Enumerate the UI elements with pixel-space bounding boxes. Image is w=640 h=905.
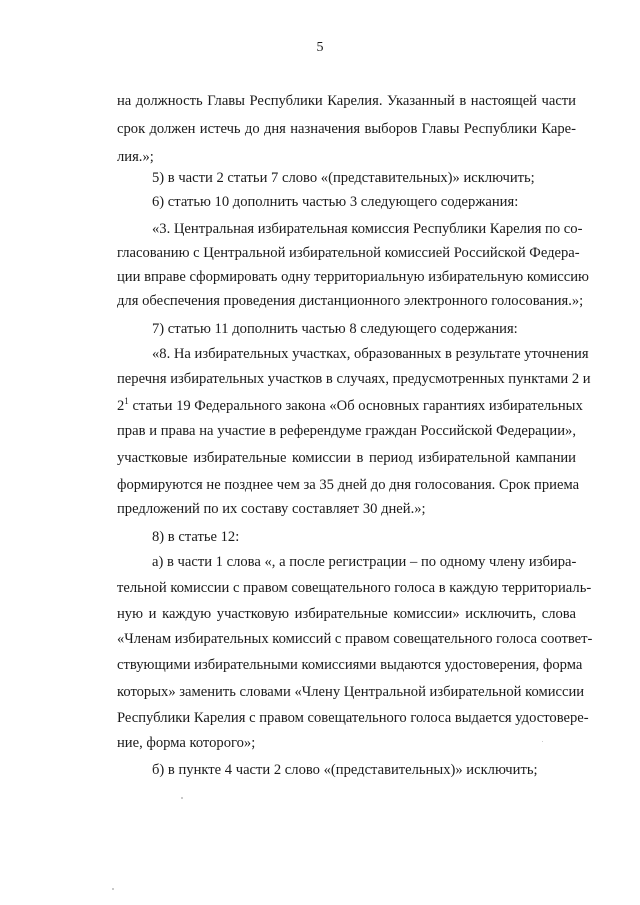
scan-speck [181,797,183,799]
text-line: участковые избирательные комиссии в период избирательной кампании [117,450,576,466]
text-line: ную и каждую участковую избирательные комиссии» исключить, слова [117,606,576,622]
text-line: прав и права на участие в референдуме граждан Российской Федерации», [117,423,576,439]
text-line: «8. На избирательных участках, образованных в результате уточнения [152,346,589,362]
scan-speck [542,741,543,742]
text-line: 7) статью 11 дополнить частью 8 следующего содержания: [152,321,518,337]
text-line: ствующими избирательными комиссиями выдаются удостоверения, форма [117,657,583,673]
text-line: 6) статью 10 дополнить частью 3 следующего содержания: [152,194,519,210]
text-line-start: 2 [117,398,125,414]
text-line: предложений по их составу составляет 30 дней.»; [117,501,426,517]
text-line [117,396,583,415]
text-line: срок должен истечь до дня назначения выборов Главы Республики Каре- [117,121,576,137]
text-line: лия.»; [117,149,154,165]
page-number: 5 [316,40,324,55]
text-line: «Членам избирательных комиссий с правом совещательного голоса соответ- [117,631,593,647]
text-line: тельной комиссии с правом совещательного голоса в каждую территориаль- [117,580,592,596]
text-line: гласованию с Центральной избирательной комиссией Российской Федера- [117,245,580,261]
text-line: б) в пункте 4 части 2 слово «(представительных)» исключить; [152,762,538,778]
text-line: перечня избирательных участков в случаях, предусмотренных пунктами 2 и [117,371,591,387]
text-line: на должность Главы Республики Карелия. Указанный в настоящей части [117,93,576,109]
text-line: а) в части 1 слова «, а после регистрации – по одному члену избира- [152,554,577,570]
text-line-rest: статьи 19 Федерального закона «Об основных гарантиях избирательных [128,398,583,414]
scan-speck [112,888,114,890]
text-line: ние, форма которого»; [117,735,256,751]
text-line: формируются не позднее чем за 35 дней до дня голосования. Срок приема [117,477,580,493]
text-line: ции вправе сформировать одну территориальную избирательную комиссию [117,269,589,285]
text-line: которых» заменить словами «Члену Центральной избирательной комиссии [117,684,585,700]
text-line: Республики Карелия с правом совещательного голоса выдается удостовере- [117,710,589,726]
superscript: 1 [124,396,129,406]
text-line: «3. Центральная избирательная комиссия Республики Карелия по со- [152,221,583,237]
text-line: 8) в статье 12: [152,529,240,545]
text-line: 5) в части 2 статьи 7 слово «(представительных)» исключить; [152,170,535,186]
text-line: для обеспечения проведения дистанционного электронного голосования.»; [117,293,584,309]
